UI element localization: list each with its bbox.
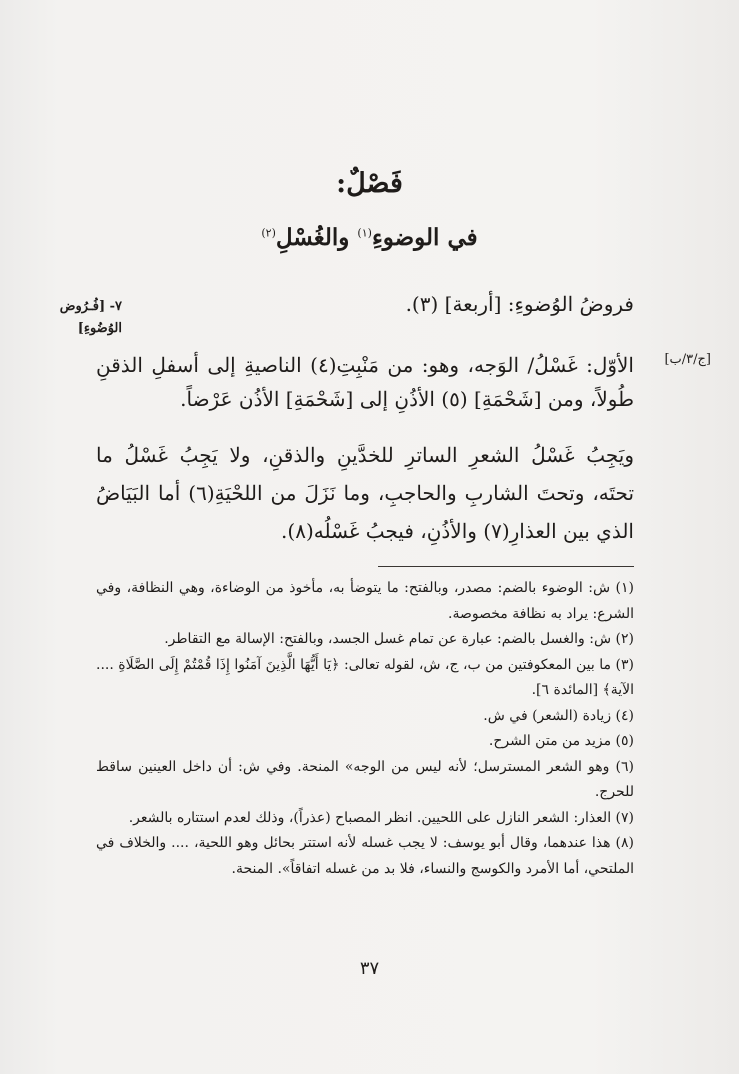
margin-note-line1: ٧- [فُـرُوض [59,299,122,314]
paragraph-text: الأوّل: غَسْلُ/ الوَجه، وهو: من مَنْبِتِ(٤) الناصيةِ إلى أسفلِ الذقنِ طُولاً، ومن [شَحْمَةِ] (٥) الأذُنِ إلى [شَحْمَةِ] الأذُن عَرْضاً. [96,353,634,411]
page-number: ٣٧ [359,958,380,979]
paragraph-text: فروضُ الوُضوءِ: [أربعة] (٣). [405,292,634,316]
margin-manuscript-ref: [ج/٣/ب] [664,352,711,367]
footnote-item: (٥) مزيد من متن الشرح. [488,733,634,749]
body-paragraph [96,436,634,550]
footnote-item: (٤) زيادة (الشعر) في ش. [483,707,634,724]
margin-note-line2: الوُضُوءِ] [77,321,122,336]
footnote-item: (٧) العذار: الشعر النازل على اللحيين. انظر المصباح (عذراً)، وذلك لعدم استتاره بالشعر. [128,809,634,826]
footnote-item: (٢) ش: والغسل بالضم: عبارة عن تمام غسل الجسد، وبالفتح: الإسالة مع التقاطر. [164,631,634,647]
footnote-item: (٣) ما بين المعكوفتين من ب، ج، ش، لقوله تعالى: ﴿يَا أَيُّهَا الَّذِينَ آمَنُوا إِذَا قُمْتُمْ إِلَى الصَّلَاةِ .... الآية﴾ [المائدة ٦]. [96,656,634,698]
footnotes [96,576,634,882]
body-paragraph [96,348,634,416]
footnote-item: (١) ش: الوضوء بالضم: مصدر، وبالفتح: ما يتوضأ به، مأخوذ من الوضاءة، وهي النظافة، وفي الشرع: يراد به نظافة مخصوصة. [96,580,634,622]
chapter-title: فَصْلٌ: [336,168,403,199]
section-title-part2: والغُسْلِ [275,224,358,251]
footnote-divider [378,566,634,567]
footnote-ref-2: (٢) [261,226,276,240]
section-title-part1: في الوضوءِ [371,224,478,251]
body-paragraph [96,292,634,316]
section-title [0,224,739,251]
footnote-item: (٨) هذا عندهما، وقال أبو يوسف: لا يجب غسله لأنه استتر بحائل وهو اللحية، .... والخلاف في الملتحي، أما الأمرد والكوسج والنساء، فلا بد من غسله اتفاقاً». المنحة. [96,835,634,877]
footnote-item: (٦) وهو الشعر المسترسل؛ لأنه ليس من الوجه» المنحة. وفي ش: أن داخل العينين ساقط للحرج. [96,758,634,800]
paragraph-text: ويَجِبُ غَسْلُ الشعرِ الساترِ للخدَّينِ والذقنِ، ولا يَجِبُ غَسْلُ ما تحتَه، وتحتَ الشاربِ والحاجبِ، وما نَزَلَ من اللحْيَةِ(٦) أما البَيَاضُ الذي بين العذارِ(٧) والأذُنِ، فيجبُ غَسْلُه(٨). [96,443,635,543]
footnote-ref-1: (١) [357,226,372,240]
